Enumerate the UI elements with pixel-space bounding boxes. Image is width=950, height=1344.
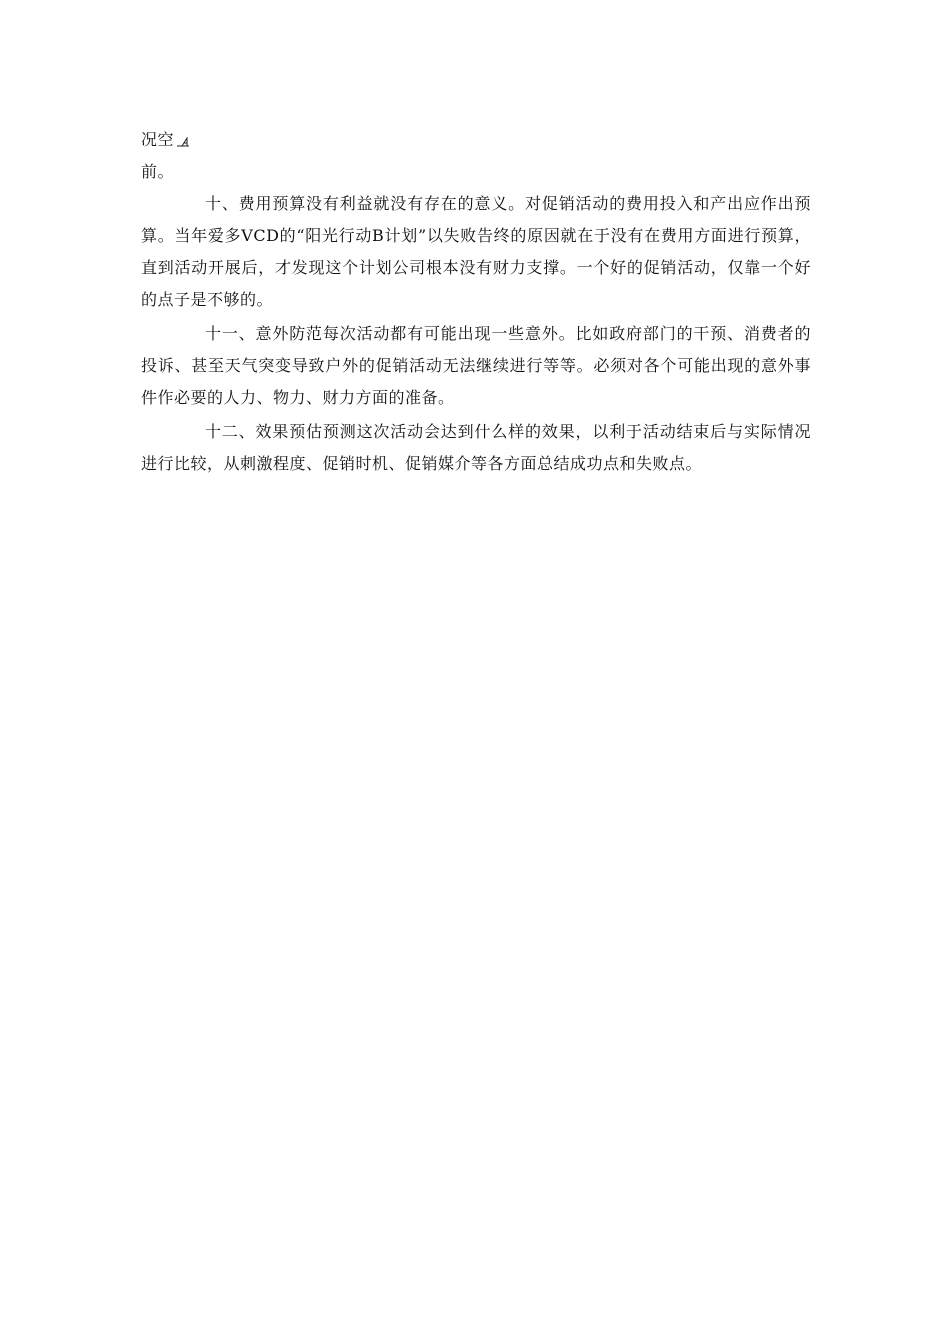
fragment-line: 前。 xyxy=(141,162,175,181)
fragment-line xyxy=(141,124,811,156)
broken-glyph-icon xyxy=(176,137,190,147)
paragraph-risk-prevention: 十一、意外防范每次活动都有可能出现一些意外。比如政府部门的干预、消费者的投诉、甚至天气突变导致户外的促销活动无法继续进行等等。必须对各个可能出现的意外事件作必要的人力、物力、财力方面的准备。 xyxy=(141,324,811,407)
fragment-text: 况空 xyxy=(141,130,175,149)
document-body xyxy=(141,124,811,482)
paragraph-budget: 十、费用预算没有利益就没有存在的意义。对促销活动的费用投入和产出应作出预算。当年爱多VCD的“阳光行动B计划”以失败告终的原因就在于没有在费用方面进行预算，直到活动开展后，才发现这个计划公司根本没有财力支撑。一个好的促销活动，仅靠一个好的点子是不够的。 xyxy=(141,194,811,309)
paragraph-effect-estimate: 十二、效果预估预测这次活动会达到什么样的效果，以利于活动结束后与实际情况进行比较，从刺激程度、促销时机、促销媒介等各方面总结成功点和失败点。 xyxy=(141,422,811,473)
